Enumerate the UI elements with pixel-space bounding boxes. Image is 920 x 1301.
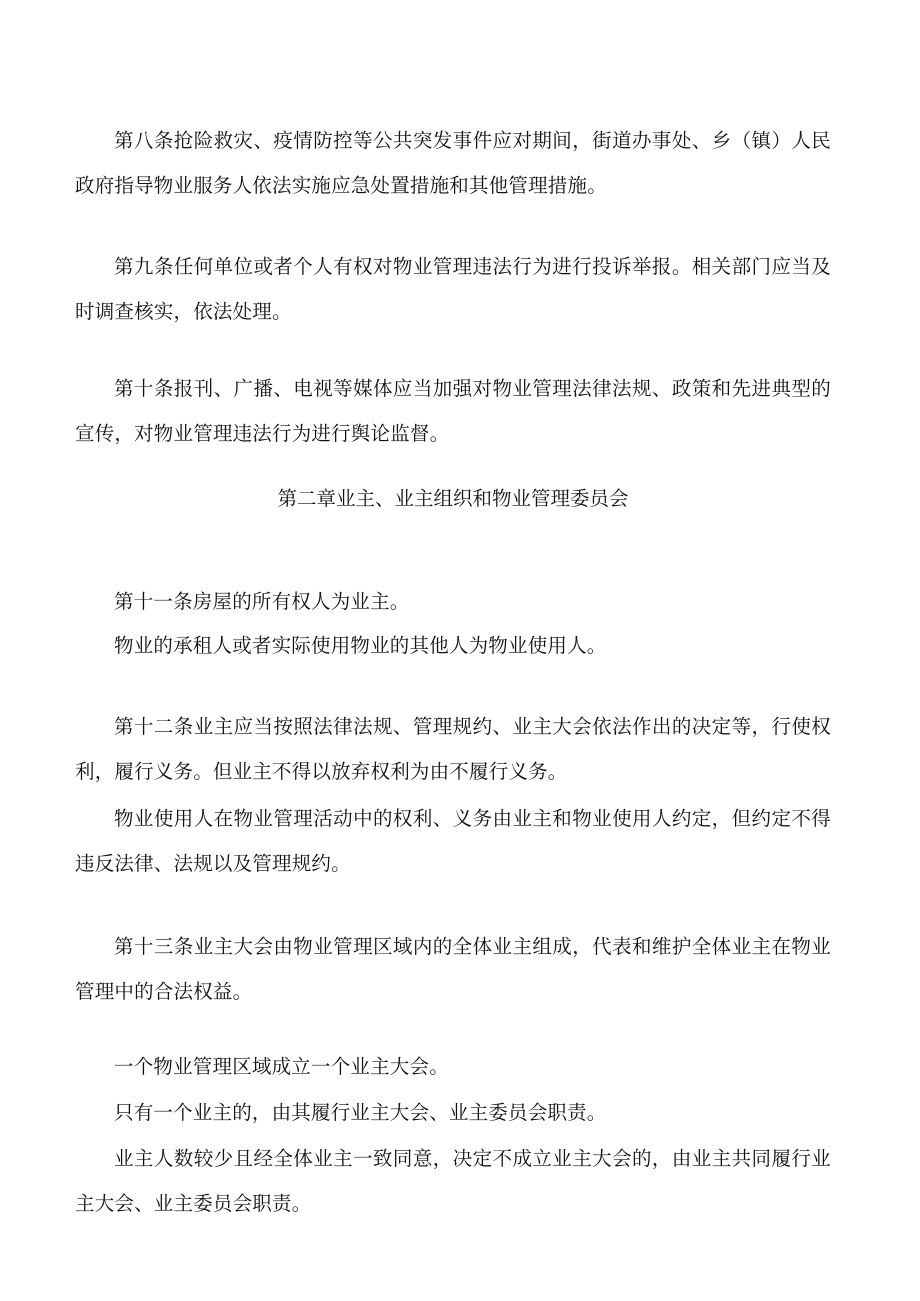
article-12: 第十二条业主应当按照法律法规、管理规约、业主大会依法作出的决定等，行使权利，履行义务。但业主不得以放弃权利为由不履行义务。 [75, 715, 831, 783]
article-12-clause-2: 物业使用人在物业管理活动中的权利、义务由业主和物业使用人约定，但约定不得违反法律、法规以及管理规约。 [75, 807, 831, 875]
article-13-clause-4: 业主人数较少且经全体业主一致同意，决定不成立业主大会的，由业主共同履行业主大会、业主委员会职责。 [75, 1147, 831, 1215]
article-11: 第十一条房屋的所有权人为业主。 [114, 590, 410, 613]
article-9: 第九条任何单位或者个人有权对物业管理违法行为进行投诉举报。相关部门应当及时调查核实，依法处理。 [75, 255, 831, 323]
article-13: 第十三条业主大会由物业管理区域内的全体业主组成，代表和维护全体业主在物业管理中的合法权益。 [75, 935, 831, 1003]
article-13-clause-3: 只有一个业主的，由其履行业主大会、业主委员会职责。 [114, 1101, 607, 1124]
article-10: 第十条报刊、广播、电视等媒体应当加强对物业管理法律法规、政策和先进典型的宣传，对物业管理违法行为进行舆论监督。 [75, 377, 831, 445]
article-8: 第八条抢险救灾、疫情防控等公共突发事件应对期间，街道办事处、乡（镇）人民政府指导物业服务人依法实施应急处置措施和其他管理措施。 [75, 129, 831, 197]
article-11-clause-2: 物业的承租人或者实际使用物业的其他人为物业使用人。 [114, 634, 607, 657]
chapter-heading: 第二章业主、业主组织和物业管理委员会 [277, 487, 629, 510]
article-13-clause-2: 一个物业管理区域成立一个业主大会。 [114, 1055, 449, 1078]
